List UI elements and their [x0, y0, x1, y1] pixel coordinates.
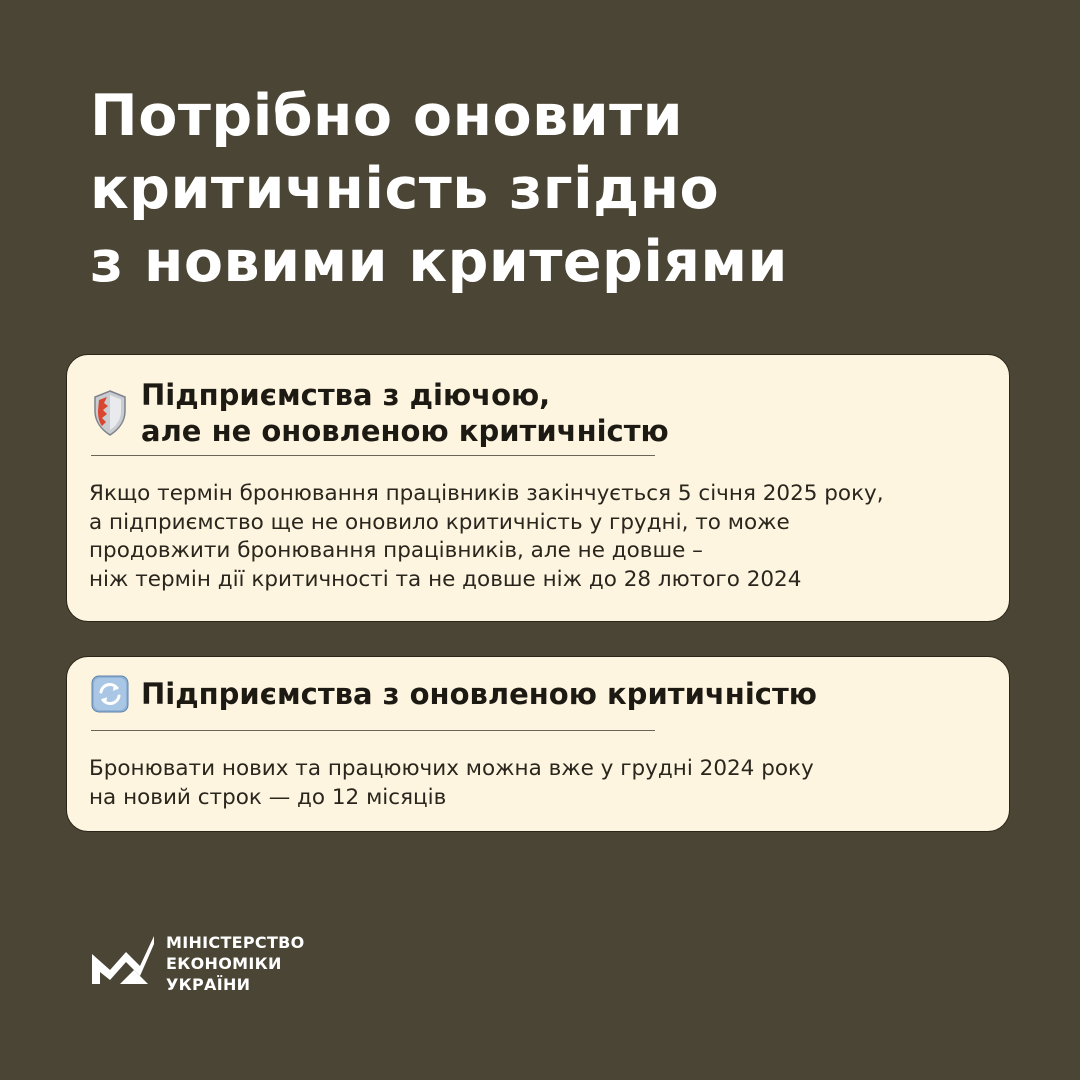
ministry-name-line: УКРАЇНИ: [166, 975, 251, 994]
card-body-line: Якщо термін бронювання працівників закінчується 5 січня 2025 року,: [89, 481, 884, 506]
ministry-logo-icon: [90, 932, 156, 990]
card-updated-criticality: [66, 656, 1010, 832]
card-body-line: на новий строк — до 12 місяців: [89, 784, 447, 810]
title-line: з новими критеріями: [90, 229, 788, 295]
shield-icon: [91, 389, 129, 437]
title-line: критичність згідно: [90, 156, 720, 222]
refresh-icon: [91, 675, 129, 713]
divider: [91, 730, 655, 731]
card-heading-line: але не оновленою критичністю: [141, 414, 669, 448]
card-heading-line: Підприємства з оновленою критичністю: [141, 677, 817, 711]
card-body: [89, 480, 884, 594]
page-title: [90, 80, 990, 299]
card-header: [91, 675, 817, 713]
card-header: [91, 377, 669, 449]
card-active-criticality: [66, 354, 1010, 622]
card-body: [89, 755, 814, 812]
title-line: Потрібно оновити: [90, 83, 684, 149]
card-heading-line: Підприємства з діючою,: [141, 378, 551, 412]
card-body-line: ніж термін дії критичності та не довше ніж до 28 лютого 2024: [89, 566, 802, 592]
ministry-name-line: МІНІСТЕРСТВО: [166, 933, 305, 952]
card-heading: [141, 676, 817, 712]
card-body-line: Бронювати нових та працюючих можна вже у грудні 2024 року: [89, 756, 814, 781]
ministry-name: [166, 932, 305, 995]
card-body-line: а підприємство ще не оновило критичність у грудні, то може: [89, 509, 790, 535]
divider: [91, 455, 655, 456]
ministry-logo: [90, 932, 305, 995]
ministry-name-line: ЕКОНОМІКИ: [166, 954, 282, 973]
card-heading: [141, 377, 669, 449]
card-body-line: продовжити бронювання працівників, але не довше –: [89, 538, 703, 563]
